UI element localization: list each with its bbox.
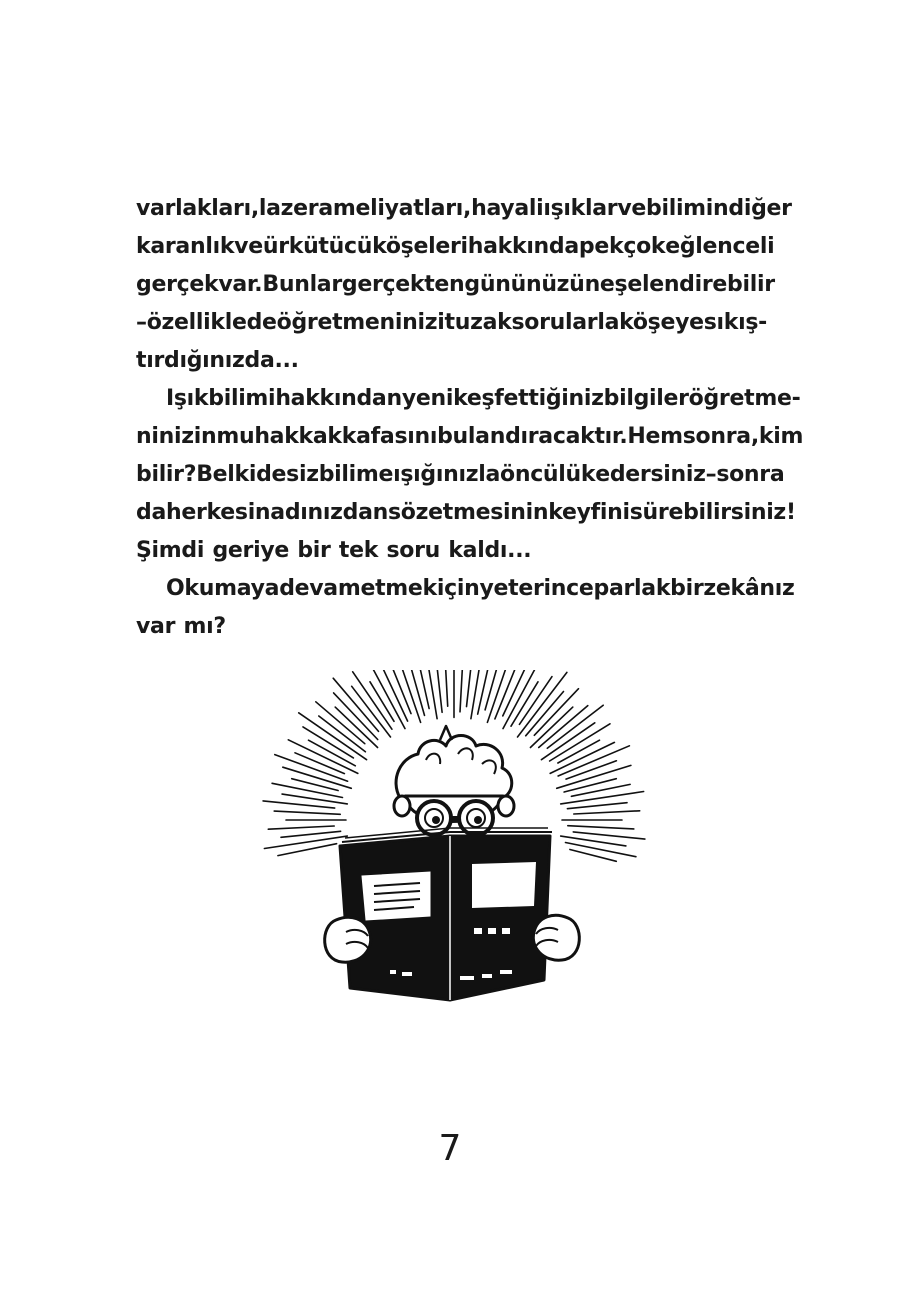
light-ray	[550, 724, 610, 761]
light-ray	[282, 794, 347, 804]
text-line: var mı?	[136, 614, 226, 639]
light-ray	[566, 843, 636, 857]
light-ray	[573, 832, 645, 839]
text-line: Şimdi geriye bir tek soru kaldı...	[136, 538, 532, 563]
body-text	[136, 190, 804, 646]
light-ray	[319, 716, 366, 752]
text-line: da herkesin adınızdan söz etmesinin keyfini sürebilirsiniz!	[136, 500, 796, 525]
text-line: karanlık ve ürkütücü köşeleri hakkında pek çok eğlenceli	[136, 234, 775, 259]
book-icon	[340, 828, 552, 1000]
text-line: Işık bilimi hakkından yeni keşfettiğiniz bilgiler öğretme-	[166, 386, 801, 411]
light-ray	[564, 779, 616, 792]
light-ray	[471, 670, 481, 719]
light-ray	[272, 783, 342, 797]
light-ray	[303, 727, 353, 758]
light-ray	[561, 836, 626, 846]
light-ray	[264, 836, 347, 848]
hair	[396, 726, 512, 798]
text-line: varlakları, lazer ameliyatları, hayali ışıklar ve bilimin diğer	[136, 196, 792, 221]
text-line: ninizin muhakkak kafasını bulandıracaktır. Hem sonra, kim	[136, 424, 804, 449]
light-ray	[574, 811, 640, 814]
light-ray	[316, 702, 365, 744]
light-ray	[263, 801, 335, 808]
light-ray	[561, 792, 644, 804]
light-ray	[558, 746, 629, 776]
light-ray	[460, 670, 463, 712]
light-ray	[534, 689, 578, 736]
light-ray	[436, 670, 442, 712]
page-number: 7	[438, 1128, 462, 1169]
text-line: bilir? Belki de siz bilime ışığınızla öncülük edersiniz – sonra	[136, 462, 785, 487]
light-ray	[353, 672, 392, 729]
light-ray	[397, 670, 421, 722]
light-ray	[268, 826, 334, 829]
text-line: Okumaya devam etmek için yeterince parlak bir zekânız	[166, 576, 795, 601]
boy-reading-book-icon	[250, 670, 650, 1030]
light-ray	[568, 826, 634, 829]
light-ray	[417, 670, 430, 709]
light-ray	[444, 670, 447, 706]
light-ray	[467, 670, 475, 707]
light-ray	[567, 803, 627, 809]
text-line: tırdığınızda...	[136, 348, 299, 373]
light-ray	[519, 677, 552, 725]
light-ray	[274, 811, 340, 814]
text-line: gerçek var. Bunlar gerçekten gününüzü neşelendirebilir	[136, 272, 775, 297]
light-ray	[487, 670, 509, 722]
light-ray	[288, 740, 358, 774]
light-ray	[526, 692, 564, 736]
text-line: – özellikle de öğretmeninizi tuzak sorularla köşeye sıkış-	[136, 310, 767, 335]
light-ray	[281, 831, 341, 837]
light-ray	[495, 670, 523, 719]
